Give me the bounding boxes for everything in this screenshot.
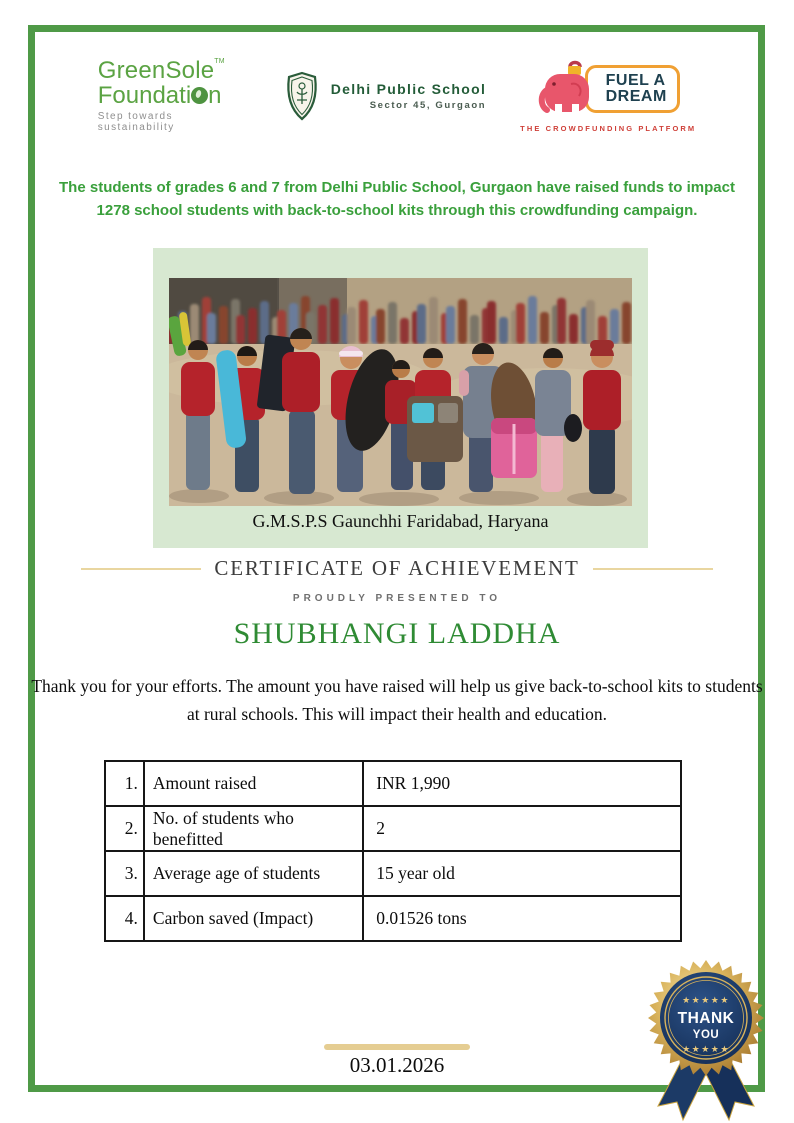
table-row bbox=[105, 851, 681, 896]
badge-stars-top: ★★★★★ bbox=[682, 995, 730, 1005]
stat-value-cell: 0.01526 tons bbox=[363, 896, 681, 941]
row-number-cell: 3. bbox=[105, 851, 144, 896]
dps-logo bbox=[282, 71, 486, 121]
badge-line2: YOU bbox=[692, 1029, 720, 1041]
photo-caption: G.M.S.P.S Gaunchhi Faridabad, Haryana bbox=[252, 511, 549, 531]
footprint-icon bbox=[191, 87, 208, 104]
stat-value-cell: 15 year old bbox=[363, 851, 681, 896]
school-children-photo bbox=[169, 278, 632, 506]
impact-statement: The students of grades 6 and 7 from Delhi Public School, Gurgaon have raised funds to impact 1278 school students with back-to-school kits through this crowdfunding campaign. bbox=[59, 179, 735, 220]
badge-line1: THANK bbox=[677, 1010, 735, 1027]
recipient-name: SHUBHANGI LADDHA bbox=[233, 617, 561, 650]
row-number-cell: 2. bbox=[105, 806, 144, 851]
greensole-foundation-logo bbox=[97, 56, 248, 133]
stat-label-cell: Amount raised bbox=[144, 761, 363, 806]
dps-subtitle: Sector 45, Gurgaon bbox=[369, 99, 487, 111]
stat-label-cell: Average age of students bbox=[144, 851, 363, 896]
fuel-a-dream-wordmark: FUEL A DREAM bbox=[585, 65, 680, 114]
row-number-cell: 1. bbox=[105, 761, 144, 806]
date-rule bbox=[324, 1044, 470, 1050]
dps-shield-icon bbox=[282, 71, 322, 121]
thank-you-badge bbox=[644, 956, 768, 1123]
thank-you-message: Thank you for your efforts. The amount you have raised will help us give back-to-school kits to students at rural schools. This will impact their health and education. bbox=[31, 676, 763, 724]
stat-value-cell: INR 1,990 bbox=[363, 761, 681, 806]
stat-value-cell: 2 bbox=[363, 806, 681, 851]
fuel-a-dream-tagline: THE CROWDFUNDING PLATFORM bbox=[520, 124, 697, 133]
presented-to-label: PROUDLY PRESENTED TO bbox=[292, 593, 502, 604]
impact-stats-table bbox=[104, 760, 682, 942]
dps-name: Delhi Public School bbox=[330, 80, 487, 97]
badge-stars-bottom: ★★★★★ bbox=[682, 1044, 730, 1054]
table-row bbox=[105, 806, 681, 851]
greensole-name: GreenSole™ bbox=[97, 56, 225, 84]
logo-row bbox=[0, 58, 794, 133]
greensole-tagline: Step towards sustainability bbox=[97, 110, 175, 133]
table-row bbox=[105, 896, 681, 941]
table-row bbox=[105, 761, 681, 806]
trademark-symbol: TM bbox=[214, 57, 225, 65]
certificate-title: CERTIFICATE OF ACHIEVEMENT bbox=[214, 556, 580, 580]
greensole-foundation-text: Foundati n bbox=[97, 81, 222, 109]
certificate-date: 03.01.2026 bbox=[349, 1053, 445, 1077]
title-rule-left bbox=[81, 568, 201, 570]
stat-label-cell: Carbon saved (Impact) bbox=[144, 896, 363, 941]
title-rule-right bbox=[593, 568, 713, 570]
certificate-title-row bbox=[0, 556, 794, 581]
photo-card bbox=[153, 248, 648, 548]
elephant-fuel-pump-icon bbox=[537, 58, 599, 120]
fuel-a-dream-logo bbox=[520, 58, 696, 133]
stat-label-cell: No. of students who benefitted bbox=[144, 806, 363, 851]
row-number-cell: 4. bbox=[105, 896, 144, 941]
